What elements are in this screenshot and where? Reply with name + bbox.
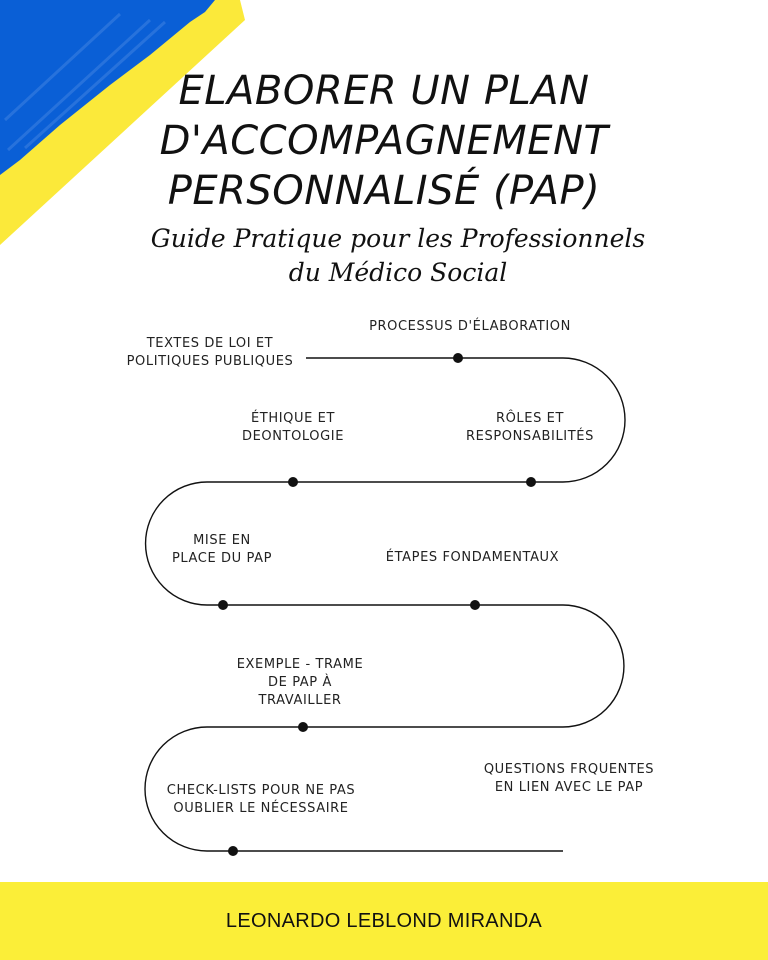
timeline-label-processus: PROCESSUS D'ÉLABORATION: [369, 319, 571, 334]
timeline-label-exemple: EXEMPLE - TRAME DE PAP À TRAVAILLER: [236, 657, 364, 708]
author-name: LEONARDO LEBLOND MIRANDA: [225, 909, 543, 932]
title-line-3: PERSONNALISÉ (PAP): [167, 168, 601, 214]
timeline-dot-2: [526, 477, 536, 487]
timeline-dot-6: [298, 722, 308, 732]
timeline-dot-7: [228, 846, 238, 856]
timeline-dot-1: [453, 353, 463, 363]
timeline-label-mise-en-place: MISE EN PLACE DU PAP: [171, 533, 273, 566]
timeline-label-check-lists: CHECK-LISTS POUR NE PAS OUBLIER LE NÉCESSAIRE: [166, 783, 356, 816]
subtitle-line-1: Guide Pratique pour les Professionnels: [150, 224, 646, 253]
timeline-dot-3: [288, 477, 298, 487]
timeline-dot-5: [470, 600, 480, 610]
timeline-label-questions: QUESTIONS FRQUENTES EN LIEN AVEC LE PAP: [483, 762, 655, 795]
footer-band: [0, 882, 768, 960]
timeline-label-roles: RÔLES ET RESPONSABILITÉS: [466, 411, 594, 444]
title-line-1: ELABORER UN PLAN: [178, 68, 590, 114]
timeline-dot-4: [218, 600, 228, 610]
timeline-label-ethique: ÉTHIQUE ET DEONTOLOGIE: [241, 411, 345, 444]
subtitle-line-2: du Médico Social: [288, 258, 508, 287]
timeline-label-etapes: ÉTAPES FONDAMENTAUX: [385, 550, 560, 565]
title-line-2: D'ACCOMPAGNEMENT: [159, 118, 609, 164]
timeline-label-lois: TEXTES DE LOI ET POLITIQUES PUBLIQUES: [126, 336, 294, 369]
